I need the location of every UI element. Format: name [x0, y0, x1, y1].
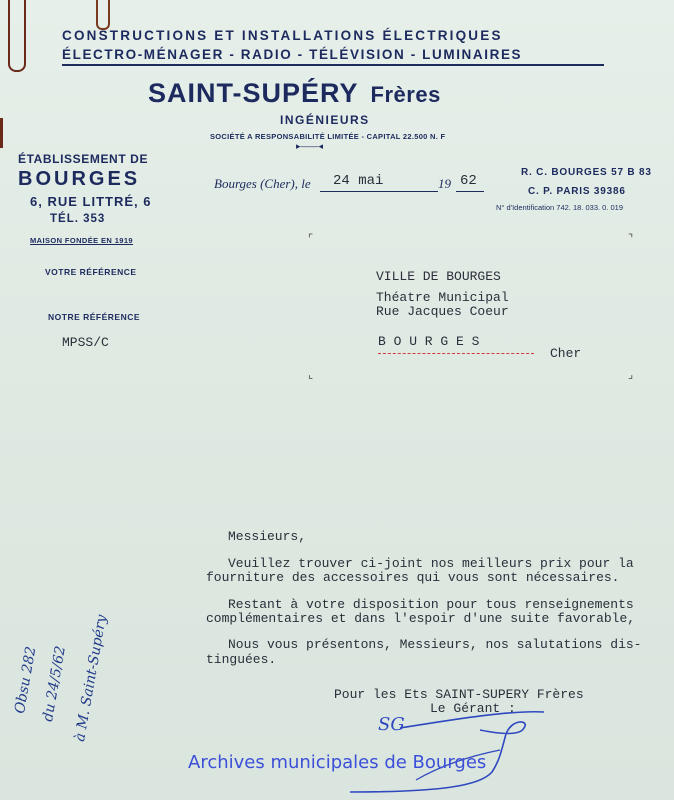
- paragraph-2-line-1: Restant à votre disposition pour tous renseignements: [228, 597, 634, 612]
- company-name: [148, 78, 441, 109]
- legal-line: SOCIÉTÉ A RESPONSABILITÉ LIMITÉE - CAPITAL 22.500 N. F: [210, 132, 446, 141]
- recipient-city: B O U R G E S: [378, 334, 480, 349]
- signature-stroke-1: [400, 712, 544, 728]
- closing-line-2: Le Gérant :: [430, 701, 516, 716]
- notre-reference-label: NOTRE RÉFÉRENCE: [48, 312, 141, 322]
- paragraph-2-line-2: complémentaires et dans l'espoir d'une suite favorable,: [206, 611, 636, 626]
- window-corner-bl: ⌞: [308, 369, 314, 381]
- margin-mark: [0, 118, 3, 148]
- paragraph-1-line-2: fourniture des accessoires qui vous sont nécessaires.: [206, 570, 620, 585]
- header-line-1: CONSTRUCTIONS ET INSTALLATIONS ÉLECTRIQUES: [62, 28, 503, 43]
- ornament-icon: ▸——◂: [296, 141, 324, 151]
- recipient-dept: Cher: [550, 346, 582, 361]
- archive-caption: Archives municipales de Bourges: [188, 752, 487, 773]
- red-underline: [378, 353, 534, 354]
- notre-reference-value: MPSS/C: [62, 335, 109, 350]
- date-year: 62: [460, 173, 477, 189]
- window-corner-tr: ⌝: [628, 233, 634, 245]
- telephone: TÉL. 353: [50, 213, 106, 225]
- city-heading: BOURGES: [18, 168, 141, 190]
- date-year-prefix: 19: [438, 176, 451, 191]
- header-line-2: ÉLECTRO-MÉNAGER - RADIO - TÉLÉVISION - LUMINAIRES: [62, 47, 523, 62]
- identification-number: N° d'Identification 742. 18. 033. 0. 019: [496, 203, 624, 212]
- window-corner-tl: ⌜: [308, 233, 314, 245]
- handwritten-note-1: Obsu 282: [12, 645, 40, 715]
- company-subtitle: INGÉNIEURS: [280, 113, 370, 127]
- window-corner-br: ⌟: [628, 369, 634, 381]
- recipient-line-2: Théatre Municipal: [376, 290, 509, 305]
- header-rule: [62, 64, 604, 66]
- recipient-line-3: Rue Jacques Coeur: [376, 304, 509, 319]
- date-underline: [320, 191, 438, 192]
- registre-commerce: R. C. BOURGES 57 B 83: [521, 167, 652, 178]
- closing-line-1: Pour les Ets SAINT-SUPERY Frères: [334, 687, 584, 702]
- company-name-text: SAINT-SUPÉRY: [148, 78, 359, 108]
- paragraph-1-line-1: Veuillez trouver ci-joint nos meilleurs prix pour la: [228, 556, 634, 571]
- date-prefix: Bourges (Cher), le: [214, 176, 311, 191]
- salutation: Messieurs,: [228, 529, 307, 544]
- handwritten-note-3: à M. Saint-Supéry: [72, 613, 111, 743]
- paragraph-3-line-2: tinguées.: [206, 652, 277, 667]
- address: 6, RUE LITTRÉ, 6: [30, 194, 152, 209]
- year-underline: [456, 191, 484, 192]
- founded-line: MAISON FONDÉE EN 1919: [30, 236, 134, 245]
- date-day-month: 24 mai: [333, 173, 384, 189]
- paragraph-3-line-1: Nous vous présentons, Messieurs, nos salutations dis-: [228, 637, 642, 652]
- company-suffix: Frères: [370, 82, 441, 107]
- recipient-line-1: VILLE DE BOURGES: [376, 269, 501, 284]
- paperclip-left: [8, 0, 26, 72]
- etablissement-label: ÉTABLISSEMENT DE: [18, 152, 149, 166]
- handwritten-note-2: du 24/5/62: [40, 644, 70, 723]
- signature-initials: SG: [378, 714, 405, 735]
- votre-reference-label: VOTRE RÉFÉRENCE: [45, 267, 137, 277]
- signature: [330, 700, 560, 800]
- paperclip-top: [96, 0, 110, 30]
- compte-postal: C. P. PARIS 39386: [528, 186, 626, 197]
